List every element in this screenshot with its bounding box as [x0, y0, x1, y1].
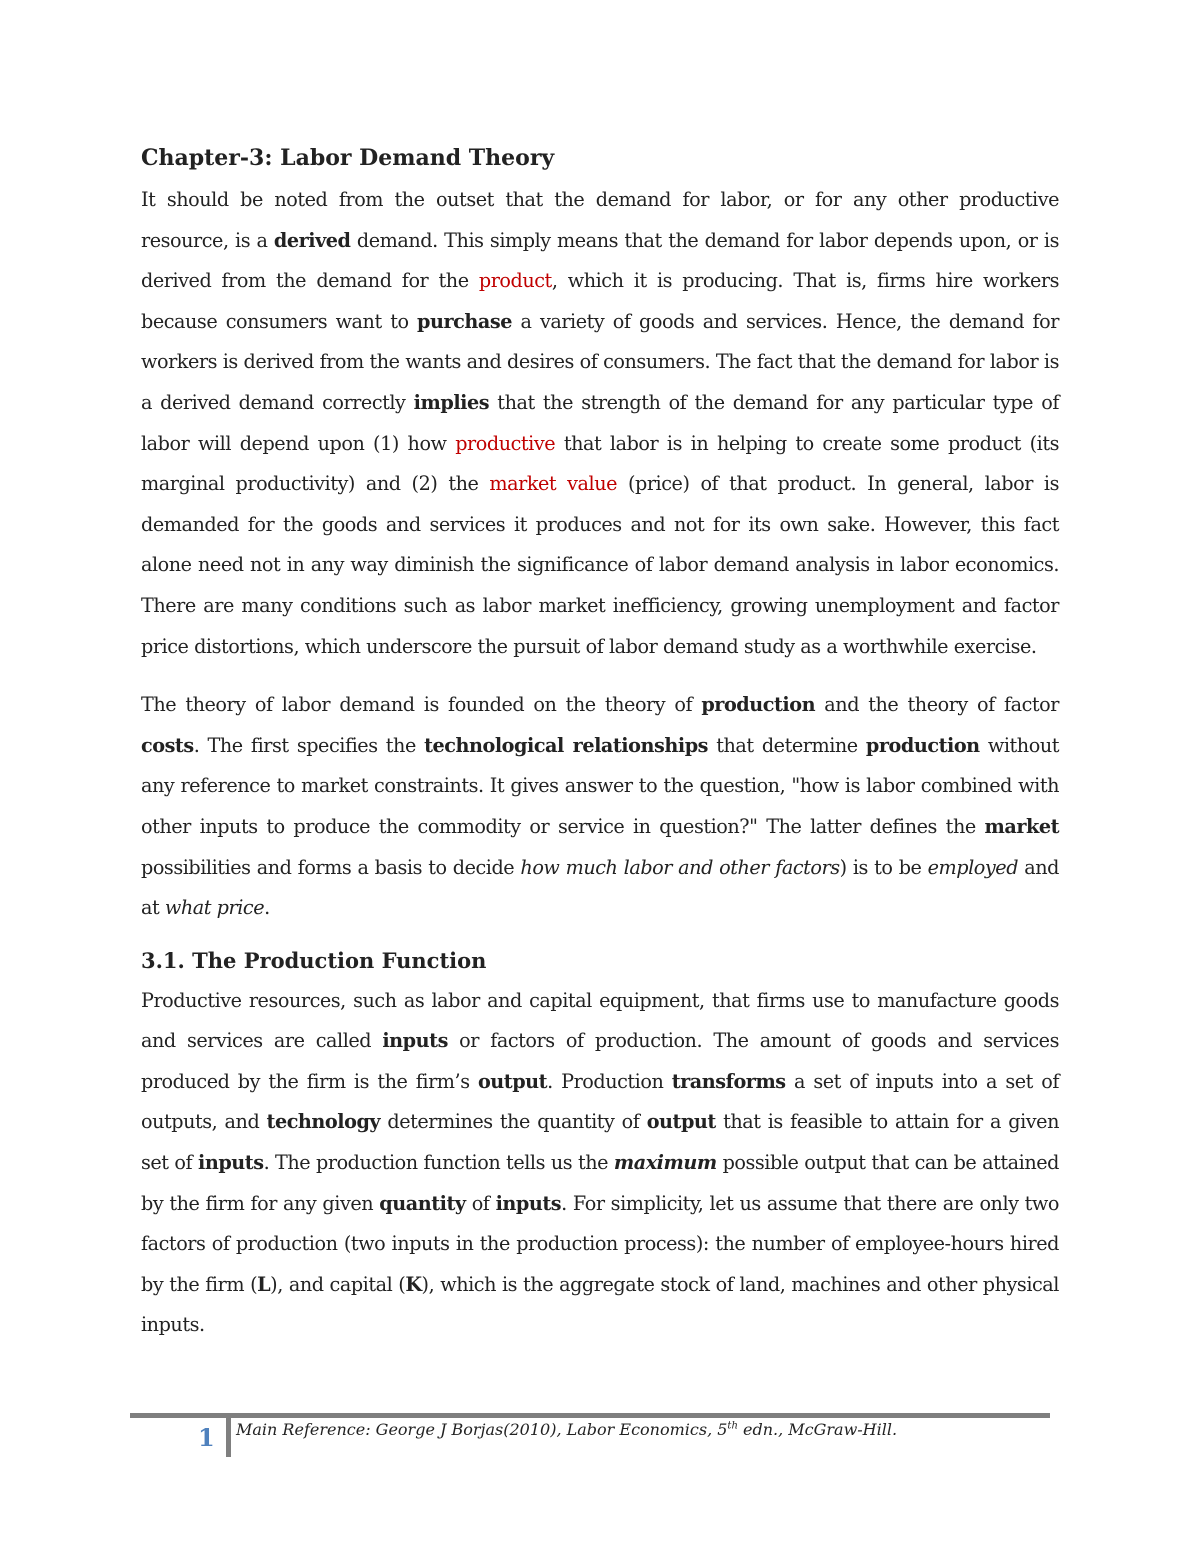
text-run: and the theory of factor	[815, 693, 1059, 717]
section-title: 3.1. The Production Function	[141, 947, 487, 973]
text-run: It should be noted from the outset that the demand for labor, or for any other productive resource, is a	[141, 188, 1059, 252]
text-run: (price) of that product. In general, labor is demanded for the goods and services it produces and not for its own sake. However, this fact alone need not in any way diminish the significance of labor demand analysis in labor economics. There are many conditions such as labor market inefficiency, growing unemployment and factor price distortions, which underscore the pursuit of labor demand study as a worthwhile exercise.	[141, 472, 1059, 658]
bold-term: output	[646, 1110, 716, 1134]
text-run: or factors of production. The amount of goods and services produced by the firm is the firm’s	[141, 1029, 1059, 1093]
text-run: that labor is in helping to create some product (its marginal productivity) and (2) the	[141, 431, 1059, 496]
bold-italic-term: maximum	[613, 1151, 717, 1175]
bold-term: derived	[273, 228, 351, 252]
bold-term: inputs	[382, 1029, 448, 1053]
bold-term: L	[257, 1272, 271, 1296]
highlighted-term: market value	[489, 472, 618, 496]
chapter-title: Chapter-3: Labor Demand Theory	[141, 145, 555, 171]
text-run: .	[264, 896, 270, 920]
text-run: of	[465, 1191, 496, 1215]
text-run: . The first specifies the	[193, 733, 425, 757]
text-run: a variety of goods and services. Hence, the demand for workers is derived from the wants and desires of consumers. The fact that the demand for labor is a derived demand correctly	[141, 309, 1059, 414]
paragraph-derived-demand	[141, 180, 1059, 667]
reference-superscript: th	[727, 1420, 738, 1432]
footer-reference	[236, 1420, 897, 1439]
footer-rule	[130, 1413, 1050, 1418]
text-run: possible output that can be attained by the firm for any given	[141, 1151, 1059, 1215]
page-content	[141, 140, 1059, 1346]
page-footer	[130, 1413, 1050, 1463]
bold-term: implies	[413, 390, 490, 414]
text-run: a set of inputs into a set of outputs, and	[141, 1069, 1059, 1134]
highlighted-term: productive	[455, 431, 556, 455]
text-run: The theory of labor demand is founded on the theory of	[141, 693, 702, 717]
italic-term: what price	[164, 896, 265, 920]
paragraph-theory-of-production	[141, 685, 1059, 929]
text-run: . The production function tells us the	[263, 1151, 614, 1175]
text-run: and at	[141, 855, 1059, 920]
text-run: ) is to be	[839, 855, 928, 879]
text-run: that determine	[708, 733, 866, 757]
text-run: ), which is the aggregate stock of land, machines and other physical inputs.	[141, 1272, 1059, 1337]
reference-text: edn., McGraw-Hill.	[737, 1420, 898, 1439]
bold-term: inputs	[495, 1191, 562, 1215]
italic-term: employed	[927, 855, 1019, 879]
page-number: 1	[198, 1423, 215, 1452]
bold-term: costs	[141, 733, 194, 757]
text-run: without any reference to market constraints. It gives answer to the question, "how is labor combined with other inputs to produce the commodity or service in question?" The latter defines the	[141, 733, 1059, 838]
text-run: that the strength of the demand for any particular type of labor will depend upon (1) how	[141, 390, 1059, 455]
text-run: . For simplicity, let us assume that there are only two factors of production (two inputs in the production process): the number of employee-hours hired by the firm (	[141, 1191, 1059, 1296]
bold-term: output	[477, 1069, 548, 1093]
text-run: , which it is producing. That is, firms hire workers because consumers want to	[141, 269, 1059, 333]
highlighted-term: product	[478, 269, 552, 293]
bold-term: production	[865, 733, 980, 757]
bold-term: quantity	[379, 1191, 466, 1215]
bold-term: transforms	[671, 1069, 786, 1093]
text-run: ), and capital (	[270, 1272, 406, 1296]
italic-term: how much labor and other factors	[520, 855, 840, 879]
reference-text: Main Reference: George J Borjas(2010), Labor Economics, 5	[236, 1420, 728, 1439]
text-run: possibilities and forms a basis to decide	[141, 855, 521, 879]
paragraph-production-function	[141, 981, 1059, 1346]
bold-term: purchase	[417, 309, 512, 333]
bold-term: technology	[266, 1110, 381, 1134]
bold-term: K	[405, 1272, 422, 1296]
bold-term: market	[984, 814, 1059, 838]
text-run: that is feasible to attain for a given set of	[141, 1110, 1059, 1175]
footer-divider	[226, 1417, 231, 1457]
bold-term: production	[701, 693, 816, 717]
text-run: determines the quantity of	[380, 1110, 647, 1134]
text-run: . Production	[547, 1069, 672, 1093]
bold-term: inputs	[197, 1151, 264, 1175]
text-run: Productive resources, such as labor and capital equipment, that firms use to manufacture goods and services are called	[141, 988, 1059, 1053]
bold-term: technological relationships	[424, 733, 709, 757]
text-run: demand. This simply means that the demand for labor depends upon, or is derived from the demand for the	[141, 228, 1059, 293]
